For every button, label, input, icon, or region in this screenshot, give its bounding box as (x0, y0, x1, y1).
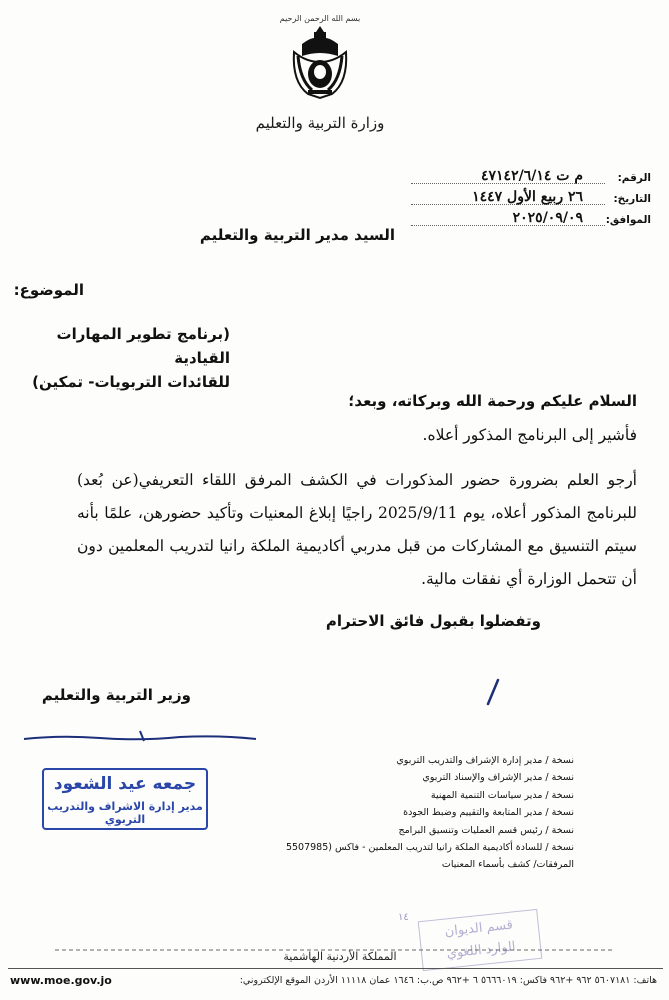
jordan-coat-of-arms-icon (288, 22, 352, 102)
reference-number-row (411, 168, 651, 189)
stamp-name: جمعه عيد الشعود (53, 774, 197, 794)
registry-stamp-line-2: الوارد اللغوي (445, 939, 517, 962)
footer-website[interactable]: www.moe.gov.jo (10, 974, 112, 987)
registry-stamp-line-1: قسم الديوان (443, 917, 514, 940)
closing: وتفضلوا بقبول فائق الاحترام (325, 612, 541, 630)
subject-label: الموضوع: (13, 281, 84, 299)
subject-body (0, 322, 230, 394)
reference-date-row (411, 189, 651, 210)
copy-item: نسخة / رئيس قسم العمليات وتنسيق البرامج (398, 824, 574, 836)
signatory-stamp (42, 768, 208, 830)
registry-stamp-number: ١٤ (398, 912, 409, 923)
copy-item: نسخة / مدير المتابعة والتقييم وضبط الجودة (403, 807, 574, 819)
copies-list (234, 752, 574, 874)
copy-item: نسخة / مدير سياسات التنمية المهنية (430, 789, 574, 801)
copy-item: نسخة / مدير الإشراف والإسناد التربوي (422, 772, 574, 784)
footer-kingdom: المملكة الأردنية الهاشمية (283, 950, 397, 963)
reference-corresponding-value: ٢٠٢٥/٠٩/٠٩ (512, 210, 583, 226)
reference-corresponding-label: الموافق: (605, 214, 651, 226)
signer-title: وزير التربية والتعليم (41, 686, 191, 704)
footer-contact: هاتف: ٥٦٠٧١٨١ ٩٦٢ +٩٦٢ فاكس: ٥٦٦٦٠١٩ ٦ +٩٦٢ ص.ب: ١٦٤٦ عمان ١١١١٨ الأردن الموقع الإلكتروني: (239, 975, 657, 986)
reference-date-value: ٢٦ ربيع الأول ١٤٤٧ (472, 189, 583, 205)
ministry-name: وزارة التربية والتعليم (255, 114, 385, 132)
copy-item: نسخة / مدير إدارة الإشراف والتدريب التربوي (396, 755, 574, 766)
paragraph-2: أرجو العلم بضرورة حضور المذكورات في الكشف المرفق اللقاء التعريفي(عن بُعد) للبرنامج المذكور أعلاه، يوم 2025/9/11 راجيًا إبلاغ المعنيات وتأكيد حضورهن، علمًا بأنه سيتم التنسيق مع المشاركات من قبل مدربي أكاديمية الملكة رانيا لتدريب المعلمين دون أن تتحمل الوزارة أي نفقات مالية. (77, 471, 637, 588)
greeting: السلام عليكم ورحمة الله وبركاته، وبعد؛ (348, 392, 637, 410)
reference-date-label: التاريخ: (613, 193, 651, 205)
reference-corresponding-row (411, 210, 651, 231)
reference-number-label: الرقم: (617, 172, 651, 184)
signature-icon (20, 725, 260, 749)
signature-mark-icon (480, 676, 504, 708)
subject-line-2: للقائدات التربويات- تمكين) (32, 373, 230, 391)
attachments-item: المرفقات/ كشف بأسماء المعنيات (441, 859, 574, 871)
addressee: السيد مدير التربية والتعليم (199, 226, 395, 244)
copy-item: نسخة / للسادة أكاديمية الملكة رانيا لتدريب المعلمين - فاكس (5507985 (285, 842, 574, 854)
reference-block (411, 168, 651, 231)
stamp-title: مدير إدارة الاشراف والتدريب التربوي (47, 800, 203, 826)
paragraph-1: فأشير إلى البرنامج المذكور أعلاه. (422, 426, 637, 444)
basmala: بسم الله الرحمن الرحيم (279, 14, 361, 23)
subject-line-1: (برنامج تطوير المهارات القيادية (56, 325, 230, 367)
reference-number-value: م ت ٤٧١٤٢/٦/١٤ (481, 168, 583, 184)
footer-divider (8, 968, 663, 969)
